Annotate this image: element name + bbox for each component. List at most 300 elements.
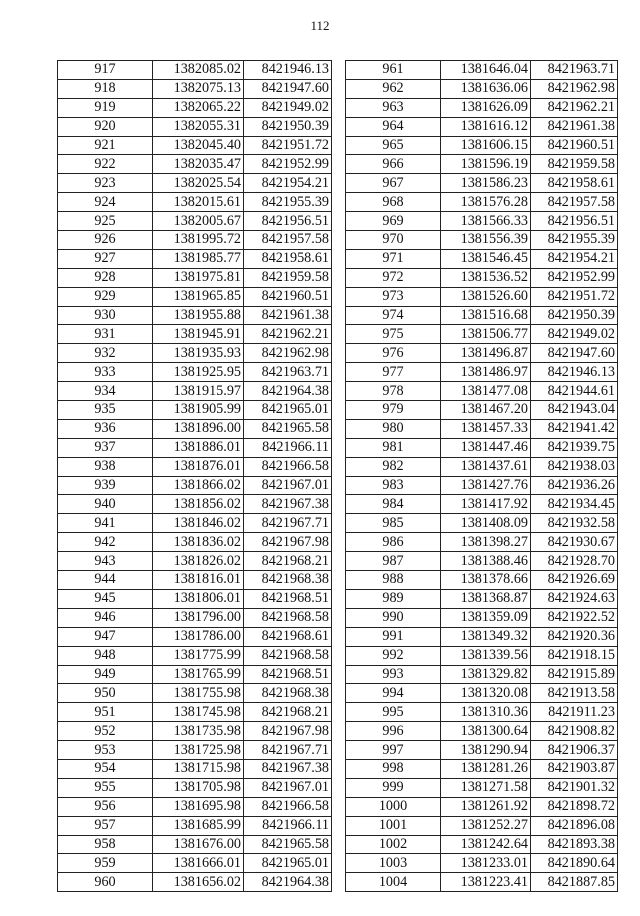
table-row [346,287,618,306]
point-number-cell: 953 [58,741,153,760]
x-coordinate-cell: 1381300.64 [441,722,531,741]
y-coordinate-cell: 8421965.58 [244,835,332,854]
point-number-cell: 979 [346,401,441,420]
table-row [58,136,332,155]
point-number-cell: 994 [346,684,441,703]
y-coordinate-cell: 8421968.58 [244,646,332,665]
point-number-cell: 917 [58,61,153,80]
x-coordinate-cell: 1381796.00 [153,608,244,627]
y-coordinate-cell: 8421968.51 [244,589,332,608]
x-coordinate-cell: 1381745.98 [153,703,244,722]
point-number-cell: 999 [346,778,441,797]
table-row [58,98,332,117]
table-row [58,741,332,760]
x-coordinate-cell: 1381935.93 [153,344,244,363]
y-coordinate-cell: 8421922.52 [531,608,618,627]
table-row [58,61,332,80]
point-number-cell: 951 [58,703,153,722]
table-row [58,249,332,268]
table-row [346,61,618,80]
x-coordinate-cell: 1381915.97 [153,382,244,401]
point-number-cell: 924 [58,193,153,212]
point-number-cell: 983 [346,476,441,495]
x-coordinate-cell: 1381646.04 [441,61,531,80]
point-number-cell: 943 [58,552,153,571]
point-number-cell: 949 [58,665,153,684]
table-row [346,401,618,420]
table-row [58,212,332,231]
table-row [346,382,618,401]
table-row [346,98,618,117]
y-coordinate-cell: 8421913.58 [531,684,618,703]
y-coordinate-cell: 8421918.15 [531,646,618,665]
x-coordinate-cell: 1381985.77 [153,249,244,268]
point-number-cell: 954 [58,759,153,778]
x-coordinate-cell: 1381816.01 [153,571,244,590]
x-coordinate-cell: 1381636.06 [441,79,531,98]
x-coordinate-cell: 1381656.02 [153,873,244,892]
table-row [346,344,618,363]
x-coordinate-cell: 1381506.77 [441,325,531,344]
table-row [346,835,618,854]
point-number-cell: 970 [346,231,441,250]
y-coordinate-cell: 8421963.71 [531,61,618,80]
x-coordinate-cell: 1381437.61 [441,457,531,476]
y-coordinate-cell: 8421956.51 [531,212,618,231]
x-coordinate-cell: 1382075.13 [153,79,244,98]
x-coordinate-cell: 1381349.32 [441,627,531,646]
point-number-cell: 966 [346,155,441,174]
point-number-cell: 987 [346,552,441,571]
point-number-cell: 972 [346,268,441,287]
x-coordinate-cell: 1382065.22 [153,98,244,117]
point-number-cell: 942 [58,533,153,552]
x-coordinate-cell: 1381786.00 [153,627,244,646]
y-coordinate-cell: 8421963.71 [244,363,332,382]
point-number-cell: 1003 [346,854,441,873]
y-coordinate-cell: 8421959.58 [244,268,332,287]
table-row [58,722,332,741]
point-number-cell: 925 [58,212,153,231]
table-row [58,287,332,306]
point-number-cell: 937 [58,438,153,457]
x-coordinate-cell: 1381666.01 [153,854,244,873]
y-coordinate-cell: 8421962.21 [531,98,618,117]
table-row [346,816,618,835]
x-coordinate-cell: 1382085.02 [153,61,244,80]
point-number-cell: 939 [58,476,153,495]
x-coordinate-cell: 1381378.66 [441,571,531,590]
y-coordinate-cell: 8421957.58 [531,193,618,212]
table-row [346,533,618,552]
x-coordinate-cell: 1381566.33 [441,212,531,231]
y-coordinate-cell: 8421964.38 [244,382,332,401]
point-number-cell: 956 [58,797,153,816]
table-row [346,703,618,722]
point-number-cell: 980 [346,419,441,438]
x-coordinate-cell: 1381271.58 [441,778,531,797]
table-row [58,552,332,571]
y-coordinate-cell: 8421939.75 [531,438,618,457]
y-coordinate-cell: 8421906.37 [531,741,618,760]
y-coordinate-cell: 8421943.04 [531,401,618,420]
x-coordinate-cell: 1381925.95 [153,363,244,382]
table-row [58,684,332,703]
point-number-cell: 991 [346,627,441,646]
y-coordinate-cell: 8421962.98 [531,79,618,98]
y-coordinate-cell: 8421949.02 [244,98,332,117]
point-number-cell: 946 [58,608,153,627]
point-number-cell: 952 [58,722,153,741]
point-number-cell: 935 [58,401,153,420]
point-number-cell: 974 [346,306,441,325]
table-row [58,419,332,438]
y-coordinate-cell: 8421947.60 [531,344,618,363]
table-row [58,627,332,646]
x-coordinate-cell: 1381596.19 [441,155,531,174]
y-coordinate-cell: 8421941.42 [531,419,618,438]
point-number-cell: 922 [58,155,153,174]
table-row [58,457,332,476]
x-coordinate-cell: 1382015.61 [153,193,244,212]
y-coordinate-cell: 8421965.01 [244,401,332,420]
table-row [346,759,618,778]
y-coordinate-cell: 8421901.32 [531,778,618,797]
table-row [346,873,618,892]
table-row [346,325,618,344]
y-coordinate-cell: 8421946.13 [244,61,332,80]
y-coordinate-cell: 8421952.99 [531,268,618,287]
y-coordinate-cell: 8421961.38 [244,306,332,325]
point-number-cell: 976 [346,344,441,363]
point-number-cell: 984 [346,495,441,514]
table-row [58,797,332,816]
x-coordinate-cell: 1381576.28 [441,193,531,212]
y-coordinate-cell: 8421962.21 [244,325,332,344]
table-row [346,684,618,703]
x-coordinate-cell: 1382025.54 [153,174,244,193]
table-row [346,552,618,571]
table-row [58,514,332,533]
y-coordinate-cell: 8421968.21 [244,552,332,571]
y-coordinate-cell: 8421966.11 [244,816,332,835]
x-coordinate-cell: 1381388.46 [441,552,531,571]
table-row [58,382,332,401]
point-number-cell: 941 [58,514,153,533]
point-number-cell: 961 [346,61,441,80]
x-coordinate-cell: 1381339.56 [441,646,531,665]
table-row [58,155,332,174]
y-coordinate-cell: 8421934.45 [531,495,618,514]
x-coordinate-cell: 1381467.20 [441,401,531,420]
y-coordinate-cell: 8421967.38 [244,759,332,778]
table-row [346,117,618,136]
x-coordinate-cell: 1381398.27 [441,533,531,552]
x-coordinate-cell: 1381546.45 [441,249,531,268]
x-coordinate-cell: 1381995.72 [153,231,244,250]
table-row [346,249,618,268]
x-coordinate-cell: 1381685.99 [153,816,244,835]
table-row [346,571,618,590]
x-coordinate-cell: 1381965.85 [153,287,244,306]
x-coordinate-cell: 1381806.01 [153,589,244,608]
point-number-cell: 965 [346,136,441,155]
point-number-cell: 919 [58,98,153,117]
point-number-cell: 982 [346,457,441,476]
point-number-cell: 921 [58,136,153,155]
point-number-cell: 938 [58,457,153,476]
y-coordinate-cell: 8421890.64 [531,854,618,873]
y-coordinate-cell: 8421964.38 [244,873,332,892]
y-coordinate-cell: 8421965.01 [244,854,332,873]
x-coordinate-cell: 1382005.67 [153,212,244,231]
point-number-cell: 963 [346,98,441,117]
table-row [346,778,618,797]
y-coordinate-cell: 8421887.85 [531,873,618,892]
x-coordinate-cell: 1381252.27 [441,816,531,835]
table-row [58,306,332,325]
point-number-cell: 973 [346,287,441,306]
y-coordinate-cell: 8421930.67 [531,533,618,552]
table-row [58,854,332,873]
table-row [58,363,332,382]
point-number-cell: 945 [58,589,153,608]
x-coordinate-cell: 1381586.23 [441,174,531,193]
x-coordinate-cell: 1381735.98 [153,722,244,741]
x-coordinate-cell: 1381856.02 [153,495,244,514]
point-number-cell: 1002 [346,835,441,854]
point-number-cell: 998 [346,759,441,778]
y-coordinate-cell: 8421968.38 [244,571,332,590]
point-number-cell: 1004 [346,873,441,892]
table-row [58,476,332,495]
x-coordinate-cell: 1381516.68 [441,306,531,325]
y-coordinate-cell: 8421958.61 [531,174,618,193]
y-coordinate-cell: 8421896.08 [531,816,618,835]
x-coordinate-cell: 1381676.00 [153,835,244,854]
y-coordinate-cell: 8421966.58 [244,457,332,476]
x-coordinate-cell: 1381705.98 [153,778,244,797]
y-coordinate-cell: 8421932.58 [531,514,618,533]
table-row [58,495,332,514]
x-coordinate-cell: 1381975.81 [153,268,244,287]
x-coordinate-cell: 1382055.31 [153,117,244,136]
x-coordinate-cell: 1381408.09 [441,514,531,533]
table-row [58,703,332,722]
table-row [346,306,618,325]
table-row [58,79,332,98]
y-coordinate-cell: 8421958.61 [244,249,332,268]
table-row [346,457,618,476]
table-row [58,344,332,363]
y-coordinate-cell: 8421920.36 [531,627,618,646]
point-number-cell: 936 [58,419,153,438]
x-coordinate-cell: 1381359.09 [441,608,531,627]
y-coordinate-cell: 8421967.01 [244,476,332,495]
x-coordinate-cell: 1381755.98 [153,684,244,703]
point-number-cell: 959 [58,854,153,873]
point-number-cell: 981 [346,438,441,457]
x-coordinate-cell: 1381320.08 [441,684,531,703]
table-row [58,778,332,797]
point-number-cell: 933 [58,363,153,382]
y-coordinate-cell: 8421967.01 [244,778,332,797]
point-number-cell: 968 [346,193,441,212]
table-row [346,268,618,287]
y-coordinate-cell: 8421898.72 [531,797,618,816]
point-number-cell: 923 [58,174,153,193]
y-coordinate-cell: 8421950.39 [244,117,332,136]
point-number-cell: 988 [346,571,441,590]
coordinates-table-right [345,60,618,892]
point-number-cell: 996 [346,722,441,741]
x-coordinate-cell: 1381477.08 [441,382,531,401]
x-coordinate-cell: 1381417.92 [441,495,531,514]
table-row [346,174,618,193]
table-row [58,193,332,212]
point-number-cell: 1000 [346,797,441,816]
x-coordinate-cell: 1381329.82 [441,665,531,684]
table-row [346,514,618,533]
point-number-cell: 964 [346,117,441,136]
point-number-cell: 928 [58,268,153,287]
table-row [58,646,332,665]
y-coordinate-cell: 8421961.38 [531,117,618,136]
table-row [346,854,618,873]
table-row [346,495,618,514]
y-coordinate-cell: 8421967.71 [244,741,332,760]
table-row [58,268,332,287]
point-number-cell: 995 [346,703,441,722]
page-number: 112 [310,18,330,33]
point-number-cell: 993 [346,665,441,684]
table-row [58,608,332,627]
y-coordinate-cell: 8421968.58 [244,608,332,627]
x-coordinate-cell: 1381606.15 [441,136,531,155]
y-coordinate-cell: 8421926.69 [531,571,618,590]
x-coordinate-cell: 1381846.02 [153,514,244,533]
point-number-cell: 989 [346,589,441,608]
x-coordinate-cell: 1381826.02 [153,552,244,571]
y-coordinate-cell: 8421966.11 [244,438,332,457]
point-number-cell: 955 [58,778,153,797]
y-coordinate-cell: 8421968.61 [244,627,332,646]
y-coordinate-cell: 8421924.63 [531,589,618,608]
table-row [58,835,332,854]
x-coordinate-cell: 1381955.88 [153,306,244,325]
point-number-cell: 960 [58,873,153,892]
y-coordinate-cell: 8421967.38 [244,495,332,514]
point-number-cell: 918 [58,79,153,98]
point-number-cell: 927 [58,249,153,268]
table-row [346,665,618,684]
x-coordinate-cell: 1381836.02 [153,533,244,552]
point-number-cell: 977 [346,363,441,382]
y-coordinate-cell: 8421957.58 [244,231,332,250]
point-number-cell: 1001 [346,816,441,835]
table-row [346,722,618,741]
y-coordinate-cell: 8421960.51 [531,136,618,155]
table-row [346,231,618,250]
y-coordinate-cell: 8421968.21 [244,703,332,722]
table-row [346,363,618,382]
point-number-cell: 969 [346,212,441,231]
point-number-cell: 975 [346,325,441,344]
table-row [58,873,332,892]
table-row [58,816,332,835]
table-row [58,401,332,420]
x-coordinate-cell: 1381536.52 [441,268,531,287]
x-coordinate-cell: 1381715.98 [153,759,244,778]
point-number-cell: 929 [58,287,153,306]
y-coordinate-cell: 8421911.23 [531,703,618,722]
y-coordinate-cell: 8421952.99 [244,155,332,174]
y-coordinate-cell: 8421951.72 [531,287,618,306]
y-coordinate-cell: 8421947.60 [244,79,332,98]
point-number-cell: 957 [58,816,153,835]
x-coordinate-cell: 1381310.36 [441,703,531,722]
x-coordinate-cell: 1381876.01 [153,457,244,476]
point-number-cell: 986 [346,533,441,552]
y-coordinate-cell: 8421967.98 [244,533,332,552]
y-coordinate-cell: 8421955.39 [244,193,332,212]
y-coordinate-cell: 8421915.89 [531,665,618,684]
y-coordinate-cell: 8421893.38 [531,835,618,854]
table-row [58,589,332,608]
x-coordinate-cell: 1381556.39 [441,231,531,250]
y-coordinate-cell: 8421903.87 [531,759,618,778]
table-row [346,136,618,155]
y-coordinate-cell: 8421950.39 [531,306,618,325]
x-coordinate-cell: 1381242.64 [441,835,531,854]
table-row [346,608,618,627]
coordinates-table-left [57,60,332,892]
point-number-cell: 940 [58,495,153,514]
table-row [58,438,332,457]
y-coordinate-cell: 8421965.58 [244,419,332,438]
y-coordinate-cell: 8421967.98 [244,722,332,741]
table-row [346,155,618,174]
x-coordinate-cell: 1381427.76 [441,476,531,495]
x-coordinate-cell: 1381886.01 [153,438,244,457]
table-row [58,231,332,250]
y-coordinate-cell: 8421966.58 [244,797,332,816]
y-coordinate-cell: 8421967.71 [244,514,332,533]
point-number-cell: 947 [58,627,153,646]
table-row [346,419,618,438]
table-row [346,741,618,760]
x-coordinate-cell: 1381447.46 [441,438,531,457]
x-coordinate-cell: 1381626.09 [441,98,531,117]
y-coordinate-cell: 8421944.61 [531,382,618,401]
y-coordinate-cell: 8421968.38 [244,684,332,703]
point-number-cell: 978 [346,382,441,401]
table-row [58,759,332,778]
y-coordinate-cell: 8421908.82 [531,722,618,741]
table-row [58,665,332,684]
point-number-cell: 931 [58,325,153,344]
y-coordinate-cell: 8421928.70 [531,552,618,571]
x-coordinate-cell: 1381457.33 [441,419,531,438]
table-row [346,797,618,816]
table-row [346,646,618,665]
y-coordinate-cell: 8421954.21 [244,174,332,193]
point-number-cell: 990 [346,608,441,627]
point-number-cell: 934 [58,382,153,401]
table-row [346,438,618,457]
y-coordinate-cell: 8421936.26 [531,476,618,495]
y-coordinate-cell: 8421938.03 [531,457,618,476]
